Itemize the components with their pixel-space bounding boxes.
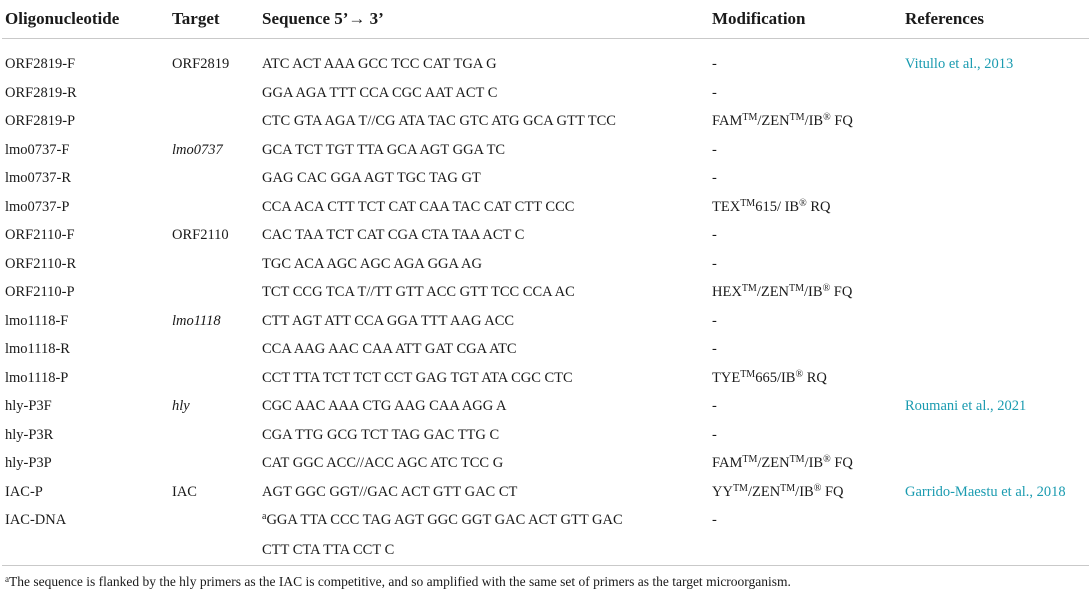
modification-text: - [712, 170, 717, 187]
cell-target [169, 421, 259, 450]
table-row [2, 193, 1089, 222]
cell-modification [709, 39, 902, 80]
cell-sequence: GAG CAC GGA AGT TGC TAG GT [262, 170, 481, 187]
table-row [2, 393, 1089, 422]
sequence-line-2: CTT CTA TTA CCT C [262, 541, 395, 558]
cell-modification [709, 193, 902, 222]
cell-oligonucleotide: hly-P3F [5, 398, 52, 415]
modification-part: FQ [830, 284, 853, 301]
cell-oligonucleotide: ORF2819-R [5, 84, 77, 101]
modification-part: YY [712, 483, 733, 500]
sequence-line-1: GGA TTA CCC TAG AGT GGC GGT GAC ACT GTT GAC [266, 512, 623, 529]
modification-superscript: TM [740, 197, 756, 209]
modification-text: - [712, 84, 717, 101]
modification-part: /ZEN [757, 113, 790, 130]
modification-superscript: TM [742, 112, 758, 124]
modification-part: /IB [795, 483, 814, 500]
cell-target [169, 507, 259, 536]
modification-superscript: ® [813, 482, 822, 494]
cell-target [169, 79, 259, 108]
cell-target [169, 193, 259, 222]
cell-sequence: TCT CCG TCA T//TT GTT ACC GTT TCC CCA AC [262, 284, 575, 301]
cell-reference [902, 336, 1089, 365]
modification-text: - [712, 55, 717, 72]
modification-superscript: ® [823, 112, 831, 124]
cell-modification [709, 421, 902, 450]
cell-target [169, 279, 259, 308]
table-row [2, 108, 1089, 137]
cell-oligonucleotide: hly-P3R [5, 426, 54, 443]
cell-modification [709, 393, 902, 422]
cell-modification [709, 108, 902, 137]
modification-part: FQ [830, 113, 853, 130]
modification-part: FAM [712, 455, 743, 472]
table-row [2, 307, 1089, 336]
table-header-row [2, 0, 1089, 39]
cell-reference [902, 279, 1089, 308]
cell-oligonucleotide: ORF2819-P [5, 113, 76, 130]
cell-target [169, 450, 259, 479]
cell-sequence: CCA ACA CTT TCT CAT CAA TAC CAT CTT CCC [262, 198, 575, 215]
cell-reference [902, 193, 1089, 222]
cell-target [169, 165, 259, 194]
cell-oligonucleotide: IAC-DNA [5, 512, 67, 529]
cell-oligonucleotide: lmo1118-R [5, 341, 70, 358]
cell-sequence: TGC ACA AGC AGC AGA GGA AG [262, 255, 482, 272]
cell-empty [2, 535, 169, 566]
modification-superscript: TM [789, 283, 805, 295]
cell-sequence: CGA TTG GCG TCT TAG GAC TTG C [262, 426, 500, 443]
modification-part: /ZEN [756, 284, 790, 301]
cell-sequence: GGA AGA TTT CCA CGC AAT ACT C [262, 84, 498, 101]
cell-target: lmo0737 [172, 141, 223, 158]
modification-superscript: TM [732, 482, 748, 494]
cell-modification [709, 450, 902, 479]
modification-part: /IB [804, 284, 823, 301]
modification-superscript: TM [789, 112, 805, 124]
cell-oligonucleotide: lmo1118-F [5, 312, 69, 329]
modification-superscript: ® [822, 283, 831, 295]
table-body [2, 39, 1089, 566]
modification-superscript: ® [795, 368, 804, 380]
cell-sequence: CTT AGT ATT CCA GGA TTT AAG ACC [262, 312, 515, 329]
table-row [2, 136, 1089, 165]
cell-reference[interactable]: Vitullo et al., 2013 [905, 55, 1014, 72]
cell-sequence: CAT GGC ACC//ACC AGC ATC TCC G [262, 455, 504, 472]
cell-reference [902, 307, 1089, 336]
cell-oligonucleotide: ORF2110-R [5, 255, 77, 272]
cell-sequence: CAC TAA TCT CAT CGA CTA TAA ACT C [262, 227, 525, 244]
cell-reference[interactable]: Roumani et al., 2021 [905, 398, 1027, 415]
modification-part: TEX [712, 198, 741, 215]
cell-modification [709, 364, 902, 393]
cell-reference[interactable]: Garrido-Maestu et al., 2018 [905, 483, 1066, 500]
cell-modification [709, 478, 902, 507]
modification-part: 665/IB [755, 369, 796, 386]
modification-text: - [712, 398, 717, 415]
cell-empty [902, 535, 1089, 566]
cell-oligonucleotide: IAC-P [5, 483, 43, 500]
cell-target [169, 250, 259, 279]
modification-text: - [712, 141, 717, 158]
modification-part: FQ [821, 483, 844, 500]
modification-superscript: ® [823, 454, 831, 466]
cell-empty [169, 535, 259, 566]
cell-modification [709, 165, 902, 194]
cell-target [169, 108, 259, 137]
cell-target: hly [172, 398, 190, 415]
modification-part: /ZEN [757, 455, 790, 472]
cell-reference [902, 250, 1089, 279]
cell-target: lmo1118 [172, 312, 221, 329]
modification-part: HEX [712, 284, 742, 301]
cell-target: IAC [172, 483, 197, 500]
table-row [2, 364, 1089, 393]
cell-reference [902, 108, 1089, 137]
cell-modification [709, 79, 902, 108]
table-footnote [2, 566, 1091, 590]
cell-sequence: AGT GGC GGT//GAC ACT GTT GAC CT [262, 483, 518, 500]
modification-part: 615/ IB [755, 198, 800, 215]
cell-oligonucleotide: lmo0737-F [5, 141, 70, 158]
table-row [2, 421, 1089, 450]
header-oligonucleotide: Oligonucleotide [5, 9, 120, 28]
table-row [2, 222, 1089, 251]
header-sequence: Sequence 5’→ 3’ [262, 9, 384, 28]
cell-sequence: CCT TTA TCT TCT CCT GAG TGT ATA CGC CTC [262, 369, 573, 386]
modification-part: /ZEN [747, 483, 781, 500]
modification-superscript: ® [799, 197, 807, 209]
header-target: Target [172, 9, 220, 28]
table-row-iac-dna-continued [2, 535, 1089, 566]
table-row-iac-dna [2, 507, 1089, 536]
cell-target [169, 336, 259, 365]
cell-empty [709, 535, 902, 566]
table-row [2, 279, 1089, 308]
cell-sequence: CTC GTA AGA T//CG ATA TAC GTC ATG GCA GTT TCC [262, 113, 616, 130]
cell-target [169, 364, 259, 393]
cell-sequence: CCA AAG AAC CAA ATT GAT CGA ATC [262, 341, 517, 358]
cell-oligonucleotide: ORF2110-P [5, 284, 75, 301]
cell-sequence: ATC ACT AAA GCC TCC CAT TGA G [262, 55, 497, 72]
cell-oligonucleotide: lmo1118-P [5, 369, 69, 386]
table-row [2, 450, 1089, 479]
cell-reference [902, 364, 1089, 393]
modification-part: RQ [806, 198, 831, 215]
cell-oligonucleotide: ORF2819-F [5, 55, 76, 72]
modification-superscript: TM [789, 454, 805, 466]
cell-reference [902, 421, 1089, 450]
modification-superscript: TM [742, 454, 758, 466]
cell-sequence: GCA TCT TGT TTA GCA AGT GGA TC [262, 141, 506, 158]
table-row [2, 250, 1089, 279]
sequence-footnote-mark: a [262, 511, 267, 523]
cell-modification [709, 307, 902, 336]
cell-reference [902, 136, 1089, 165]
cell-modification [709, 222, 902, 251]
modification-part: FQ [830, 455, 853, 472]
modification-superscript: TM [780, 482, 796, 494]
header-modification: Modification [712, 9, 806, 28]
modification-text: - [712, 255, 717, 272]
cell-sequence [259, 507, 709, 536]
modification-part: RQ [803, 369, 827, 386]
footnote-mark: a [5, 574, 9, 584]
modification-part: /IB [804, 455, 824, 472]
modification-text: - [712, 227, 717, 244]
table-row [2, 39, 1089, 80]
cell-modification: - [712, 512, 717, 529]
cell-reference [902, 507, 1089, 536]
cell-reference [902, 222, 1089, 251]
modification-text: - [712, 341, 717, 358]
cell-reference [902, 450, 1089, 479]
modification-superscript: TM [740, 368, 756, 380]
cell-oligonucleotide: lmo0737-R [5, 170, 72, 187]
cell-oligonucleotide: hly-P3P [5, 455, 52, 472]
table-row [2, 165, 1089, 194]
modification-text: - [712, 312, 717, 329]
header-references: References [905, 9, 984, 28]
modification-part: FAM [712, 113, 743, 130]
cell-modification [709, 136, 902, 165]
cell-modification [709, 279, 902, 308]
cell-target: ORF2110 [172, 227, 229, 244]
cell-sequence: CGC AAC AAA CTG AAG CAA AGG A [262, 398, 507, 415]
table-row [2, 478, 1089, 507]
cell-modification [709, 336, 902, 365]
modification-part: /IB [804, 113, 824, 130]
table-row [2, 336, 1089, 365]
modification-part: TYE [712, 369, 741, 386]
cell-oligonucleotide: ORF2110-F [5, 227, 75, 244]
modification-superscript: TM [741, 283, 757, 295]
cell-reference [902, 165, 1089, 194]
cell-reference [902, 79, 1089, 108]
table-row [2, 79, 1089, 108]
footnote-text: The sequence is flanked by the hly primers as the IAC is competitive, and so amplified with the same set of primers as the target microorganism. [9, 574, 791, 589]
cell-target: ORF2819 [172, 55, 230, 72]
cell-modification [709, 250, 902, 279]
modification-text: - [712, 426, 717, 443]
oligonucleotide-table [2, 0, 1089, 566]
cell-oligonucleotide: lmo0737-P [5, 198, 70, 215]
